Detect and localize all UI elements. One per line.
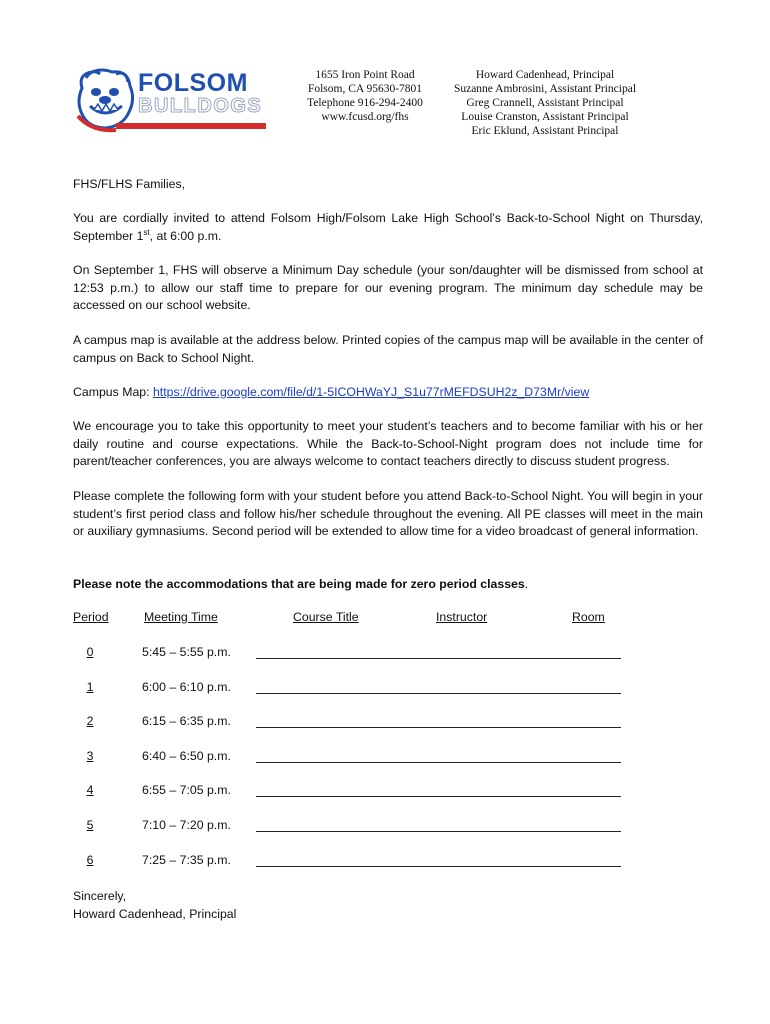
- closing-signature-name: Howard Cadenhead, Principal: [73, 906, 237, 921]
- header-meeting-time: Meeting Time: [144, 610, 218, 624]
- header-room: Room: [572, 610, 605, 624]
- administration-list: [440, 68, 650, 138]
- period-number: 2: [86, 714, 94, 728]
- fill-in-line[interactable]: [256, 762, 621, 763]
- address-phone: Telephone 916-294-2400: [307, 97, 423, 109]
- paragraph-form-instructions: Please complete the following form with your student before you attend Back-to-School Night. You will begin in your student’s first period class and follow his/her schedule throughout the evening. All PE classes will meet in the main or auxiliary gymnasiums. Second period will be extended to allow time for a video broadcast of general information.: [73, 489, 703, 539]
- meeting-time: 6:00 – 6:10 p.m.: [142, 680, 231, 694]
- campus-map-line: [73, 384, 703, 402]
- address-street: 1655 Iron Point Road: [315, 69, 415, 81]
- zero-period-note-text: Please note the accommodations that are being made for zero period classes: [73, 577, 525, 591]
- closing-sincerely: Sincerely,: [73, 889, 127, 903]
- invitation-text: You are cordially invited to attend Folsom High/Folsom Lake High School’s Back-to-School Night on Thursday, September 1: [73, 211, 703, 243]
- closing: [73, 888, 236, 923]
- period-number: 3: [86, 749, 94, 763]
- school-logo: [72, 66, 268, 136]
- invitation-time: , at 6:00 p.m.: [149, 228, 222, 243]
- campus-map-link[interactable]: https://drive.google.com/file/d/1-5ICOHWaYJ_S1u77rMEFDSUH2z_D73Mr/view: [152, 385, 590, 399]
- period-number: 1: [86, 680, 94, 694]
- staff-assistant-4: Eric Eklund, Assistant Principal: [471, 125, 619, 137]
- address-city: Folsom, CA 95630-7801: [307, 83, 423, 95]
- staff-principal: Howard Cadenhead, Principal: [475, 69, 615, 81]
- ordinal-suffix: st: [143, 227, 150, 237]
- meeting-time: 6:55 – 7:05 p.m.: [142, 783, 231, 797]
- fill-in-line[interactable]: [256, 658, 621, 659]
- period-number: 5: [86, 818, 94, 832]
- meeting-time: 6:15 – 6:35 p.m.: [142, 714, 231, 728]
- meeting-time: 7:25 – 7:35 p.m.: [142, 853, 231, 867]
- paragraph-encourage: We encourage you to take this opportunity to meet your student’s teachers and to become familiar with his or her daily routine and course expectations. While the Back-to-School-Night program does not include time for parent/teacher conferences, you are always welcome to contact teachers directly to discuss student progress.: [73, 419, 703, 469]
- logo-text-folsom: FOLSOM: [138, 69, 248, 97]
- staff-assistant-3: Louise Cranston, Assistant Principal: [461, 111, 629, 123]
- logo-text-bulldogs: BULLDOGS: [138, 95, 263, 117]
- campus-map-label: Campus Map:: [73, 385, 153, 399]
- staff-assistant-1: Suzanne Ambrosini, Assistant Principal: [453, 83, 637, 95]
- meeting-time: 6:40 – 6:50 p.m.: [142, 749, 231, 763]
- paragraph-minimum-day: On September 1, FHS will observe a Minimum Day schedule (your son/daughter will be dismissed from school at 12:53 p.m.) to allow our staff time to prepare for our evening program. The minimum day schedule may be accessed on our school website.: [73, 263, 703, 313]
- meeting-time: 7:10 – 7:20 p.m.: [142, 818, 231, 832]
- meeting-time: 5:45 – 5:55 p.m.: [142, 645, 231, 659]
- staff-assistant-2: Greg Crannell, Assistant Principal: [466, 97, 624, 109]
- address-website: www.fcusd.org/fhs: [321, 111, 409, 123]
- header-period: Period: [73, 610, 109, 624]
- zero-period-note: [73, 576, 703, 594]
- header-course-title: Course Title: [293, 610, 359, 624]
- fill-in-line[interactable]: [256, 831, 621, 832]
- fill-in-line[interactable]: [256, 866, 621, 867]
- greeting: FHS/FLHS Families,: [73, 177, 186, 191]
- header-instructor: Instructor: [436, 610, 488, 624]
- period-number: 0: [86, 645, 94, 659]
- fill-in-line[interactable]: [256, 796, 621, 797]
- paragraph-invitation: [73, 210, 703, 245]
- school-address: [290, 68, 440, 124]
- note-period: .: [524, 577, 529, 591]
- period-number: 6: [86, 853, 94, 867]
- paragraph-campus-map: A campus map is available at the address below. Printed copies of the campus map will be available in the center of campus on Back to School Night.: [73, 333, 703, 365]
- logo-red-bar: [116, 123, 266, 129]
- fill-in-line[interactable]: [256, 727, 621, 728]
- period-number: 4: [86, 783, 94, 797]
- fill-in-line[interactable]: [256, 693, 621, 694]
